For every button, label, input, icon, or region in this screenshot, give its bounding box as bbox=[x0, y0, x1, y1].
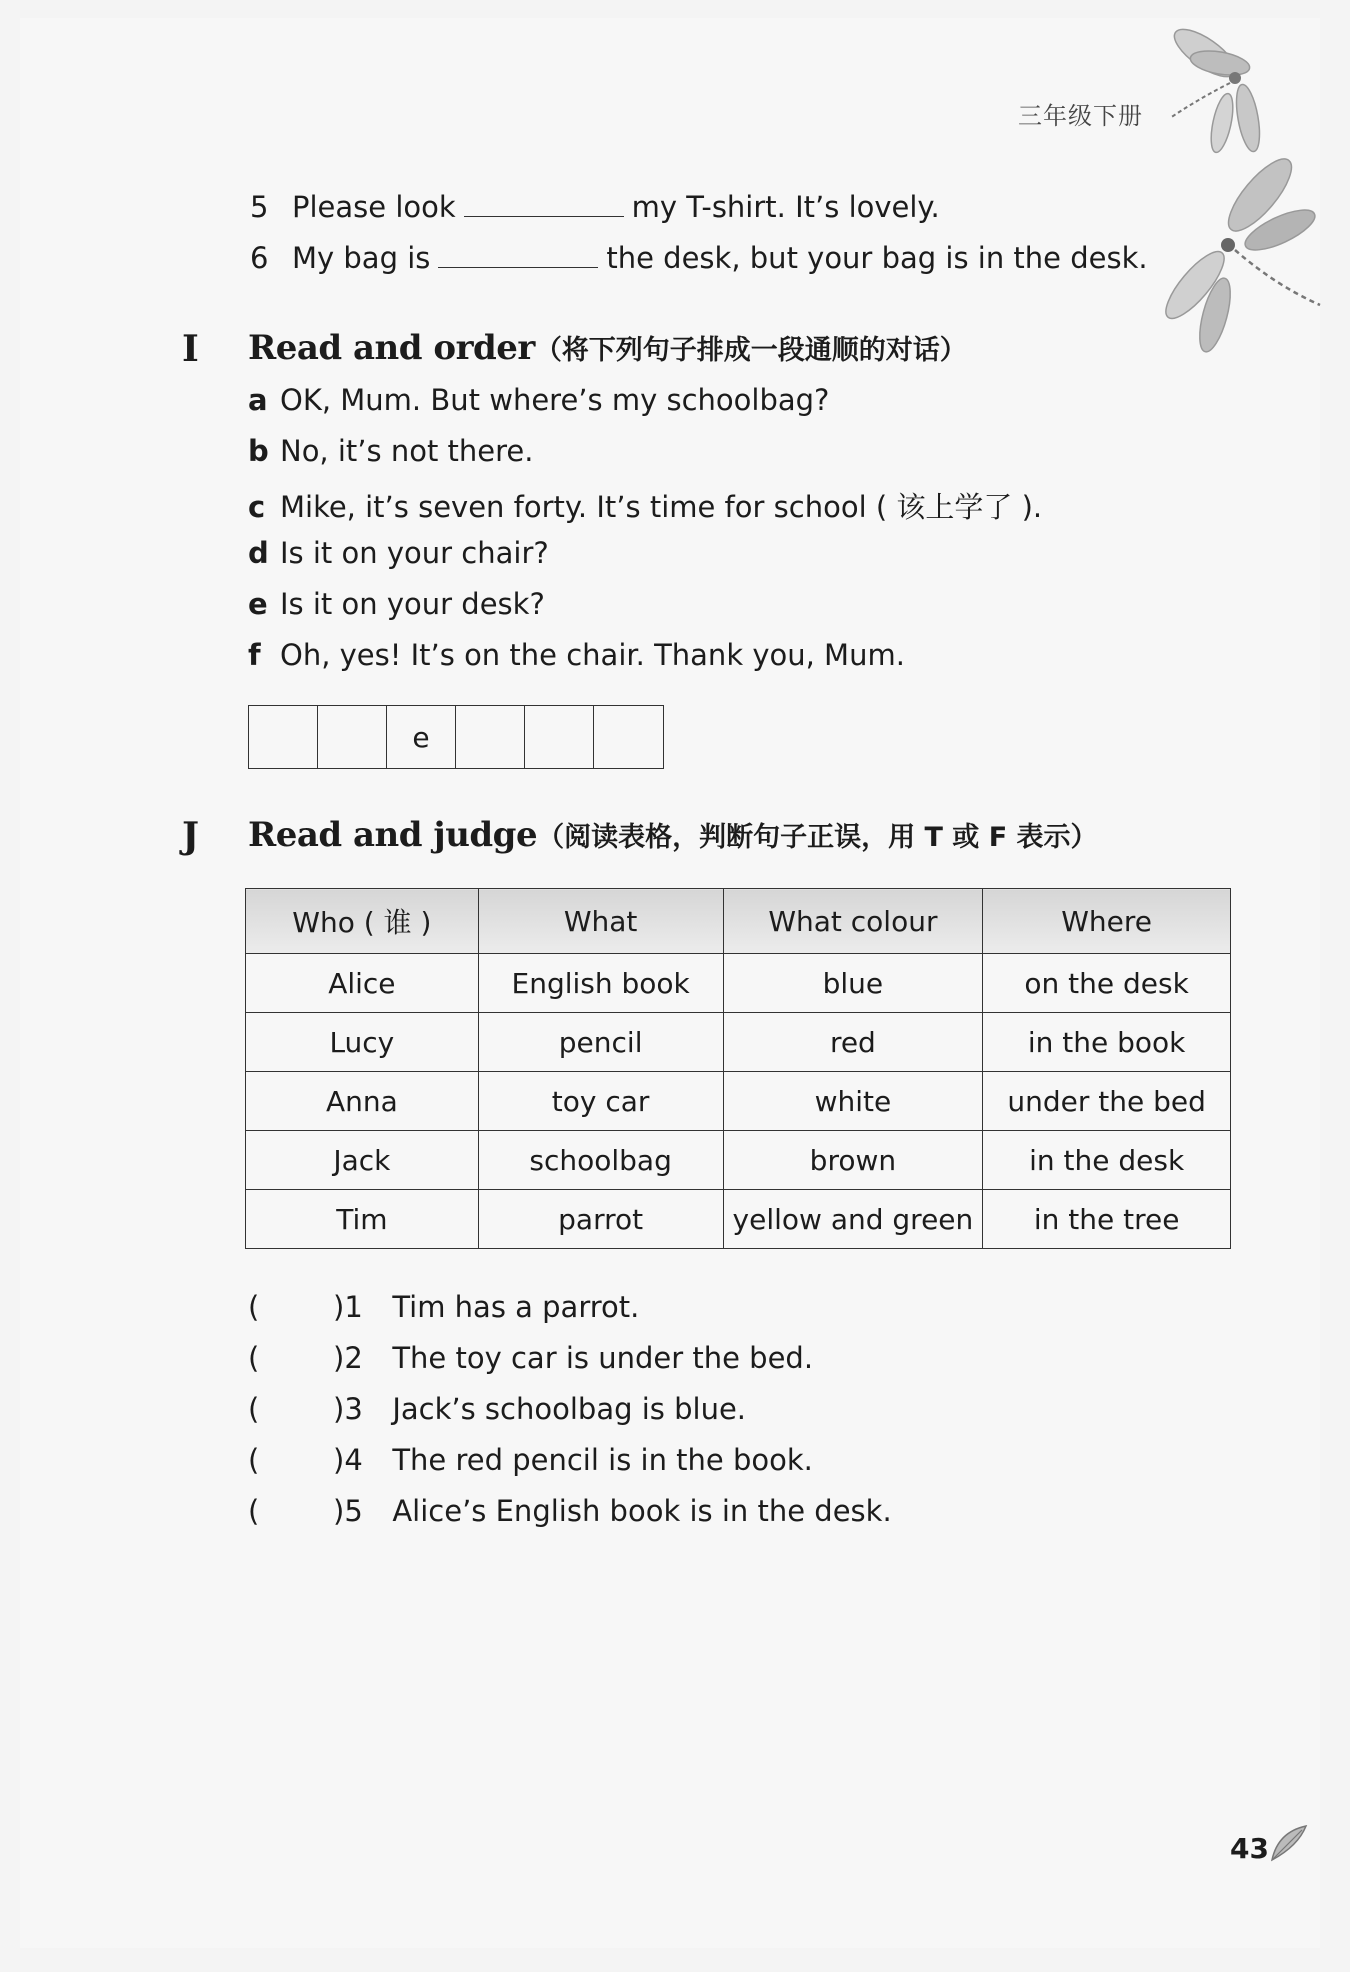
table-cell: in the desk bbox=[983, 1131, 1231, 1190]
table-cell: blue bbox=[723, 954, 983, 1013]
answer-paren-open[interactable]: ( bbox=[248, 1392, 260, 1426]
info-table bbox=[245, 888, 1231, 1249]
item-text-before: Please look bbox=[292, 190, 456, 224]
table-cell: Tim bbox=[246, 1190, 479, 1249]
answer-box-1[interactable] bbox=[249, 706, 318, 768]
item-number: 4 bbox=[344, 1443, 363, 1477]
answer-paren-open[interactable]: ( bbox=[248, 1494, 260, 1528]
answer-box-5[interactable] bbox=[525, 706, 594, 768]
header-where: Where bbox=[983, 889, 1231, 954]
answer-box-4[interactable] bbox=[456, 706, 525, 768]
answer-paren-open[interactable]: ( bbox=[248, 1290, 260, 1324]
answer-paren-close: ) bbox=[333, 1392, 345, 1426]
item-text: Is it on your chair? bbox=[280, 536, 549, 570]
item-number: 5 bbox=[250, 190, 269, 224]
item-number: 6 bbox=[250, 241, 269, 275]
order-item-b bbox=[248, 434, 534, 468]
item-text: Is it on your desk? bbox=[280, 587, 545, 621]
answer-paren-close: ) bbox=[333, 1494, 345, 1528]
judge-item-5 bbox=[248, 1494, 892, 1528]
table-cell: under the bed bbox=[983, 1072, 1231, 1131]
item-text: No, it’s not there. bbox=[280, 434, 534, 468]
item-text: Oh, yes! It’s on the chair. Thank you, Mum. bbox=[280, 638, 905, 672]
order-item-d bbox=[248, 536, 549, 570]
table-cell: yellow and green bbox=[723, 1190, 983, 1249]
table-cell: brown bbox=[723, 1131, 983, 1190]
item-text: Tim has a parrot. bbox=[392, 1290, 640, 1324]
item-text: Jack’s schoolbag is blue. bbox=[392, 1392, 747, 1426]
item-text: Mike, it’s seven forty. It’s time for school ( 该上学了 ). bbox=[280, 490, 1043, 524]
section-title-en: Read and judge bbox=[248, 815, 538, 855]
item-letter: b bbox=[248, 434, 269, 468]
item-text: OK, Mum. But where’s my schoolbag? bbox=[280, 383, 830, 417]
order-item-c bbox=[248, 485, 1042, 526]
section-i-title bbox=[248, 328, 967, 368]
table-cell: pencil bbox=[478, 1013, 723, 1072]
table-row bbox=[246, 1013, 1231, 1072]
table-cell: white bbox=[723, 1072, 983, 1131]
answer-paren-open[interactable]: ( bbox=[248, 1443, 260, 1477]
item-text: Alice’s English book is in the desk. bbox=[392, 1494, 892, 1528]
answer-box-3[interactable]: e bbox=[387, 706, 456, 768]
answer-blank[interactable] bbox=[464, 194, 624, 217]
table-row bbox=[246, 1072, 1231, 1131]
table-cell: Lucy bbox=[246, 1013, 479, 1072]
dragonfly-right-icon bbox=[1155, 145, 1325, 360]
table-cell: in the book bbox=[983, 1013, 1231, 1072]
item-number: 3 bbox=[344, 1392, 363, 1426]
item-text-before: My bag is bbox=[292, 241, 431, 275]
order-item-a bbox=[248, 383, 829, 417]
order-answer-boxes bbox=[248, 705, 664, 769]
item-number: 2 bbox=[344, 1341, 363, 1375]
fill-in-item-5 bbox=[250, 190, 940, 224]
item-number: 1 bbox=[344, 1290, 363, 1324]
answer-paren-close: ) bbox=[333, 1443, 345, 1477]
table-cell: schoolbag bbox=[478, 1131, 723, 1190]
item-letter: a bbox=[248, 383, 268, 417]
item-letter: f bbox=[248, 638, 261, 672]
section-title-en: Read and order bbox=[248, 328, 535, 368]
answer-box-2[interactable] bbox=[318, 706, 387, 768]
judge-item-3 bbox=[248, 1392, 746, 1426]
section-j-letter: J bbox=[182, 815, 200, 857]
table-row bbox=[246, 1131, 1231, 1190]
table-row bbox=[246, 1190, 1231, 1249]
section-i-letter: I bbox=[182, 328, 199, 370]
answer-paren-open[interactable]: ( bbox=[248, 1341, 260, 1375]
table-cell: Jack bbox=[246, 1131, 479, 1190]
table-header-row bbox=[246, 889, 1231, 954]
order-item-e bbox=[248, 587, 545, 621]
header-what-colour: What colour bbox=[723, 889, 983, 954]
judge-item-1 bbox=[248, 1290, 639, 1324]
item-letter: e bbox=[248, 587, 268, 621]
leaf-icon bbox=[1268, 1822, 1310, 1864]
grade-label: 三年级下册 bbox=[1018, 102, 1143, 130]
item-text: The toy car is under the bed. bbox=[392, 1341, 814, 1375]
judge-item-2 bbox=[248, 1341, 813, 1375]
table-cell: Anna bbox=[246, 1072, 479, 1131]
item-letter: c bbox=[248, 490, 266, 524]
item-number: 5 bbox=[344, 1494, 363, 1528]
table-cell: in the tree bbox=[983, 1190, 1231, 1249]
table-cell: toy car bbox=[478, 1072, 723, 1131]
item-text-after: my T-shirt. It’s lovely. bbox=[631, 190, 940, 224]
answer-paren-close: ) bbox=[333, 1290, 345, 1324]
judge-item-4 bbox=[248, 1443, 813, 1477]
table-cell: on the desk bbox=[983, 954, 1231, 1013]
item-text-after: the desk, but your bag is in the desk. bbox=[606, 241, 1148, 275]
table-cell: parrot bbox=[478, 1190, 723, 1249]
section-title-cn: （将下列句子排成一段通顺的对话） bbox=[534, 335, 967, 366]
page-number: 43 bbox=[1230, 1832, 1269, 1865]
order-item-f bbox=[248, 638, 905, 672]
header-who: Who ( 谁 ) bbox=[246, 889, 479, 954]
table-row bbox=[246, 954, 1231, 1013]
header-what: What bbox=[478, 889, 723, 954]
item-letter: d bbox=[248, 536, 269, 570]
item-text: The red pencil is in the book. bbox=[392, 1443, 813, 1477]
answer-box-6[interactable] bbox=[594, 706, 663, 768]
table-cell: English book bbox=[478, 954, 723, 1013]
answer-blank[interactable] bbox=[438, 245, 598, 268]
answer-paren-close: ) bbox=[333, 1341, 345, 1375]
table-cell: red bbox=[723, 1013, 983, 1072]
fill-in-item-6 bbox=[250, 241, 1148, 275]
section-j-title bbox=[248, 815, 1098, 855]
table-cell: Alice bbox=[246, 954, 479, 1013]
section-title-cn: （阅读表格，判断句子正误，用 T 或 F 表示） bbox=[537, 822, 1098, 853]
